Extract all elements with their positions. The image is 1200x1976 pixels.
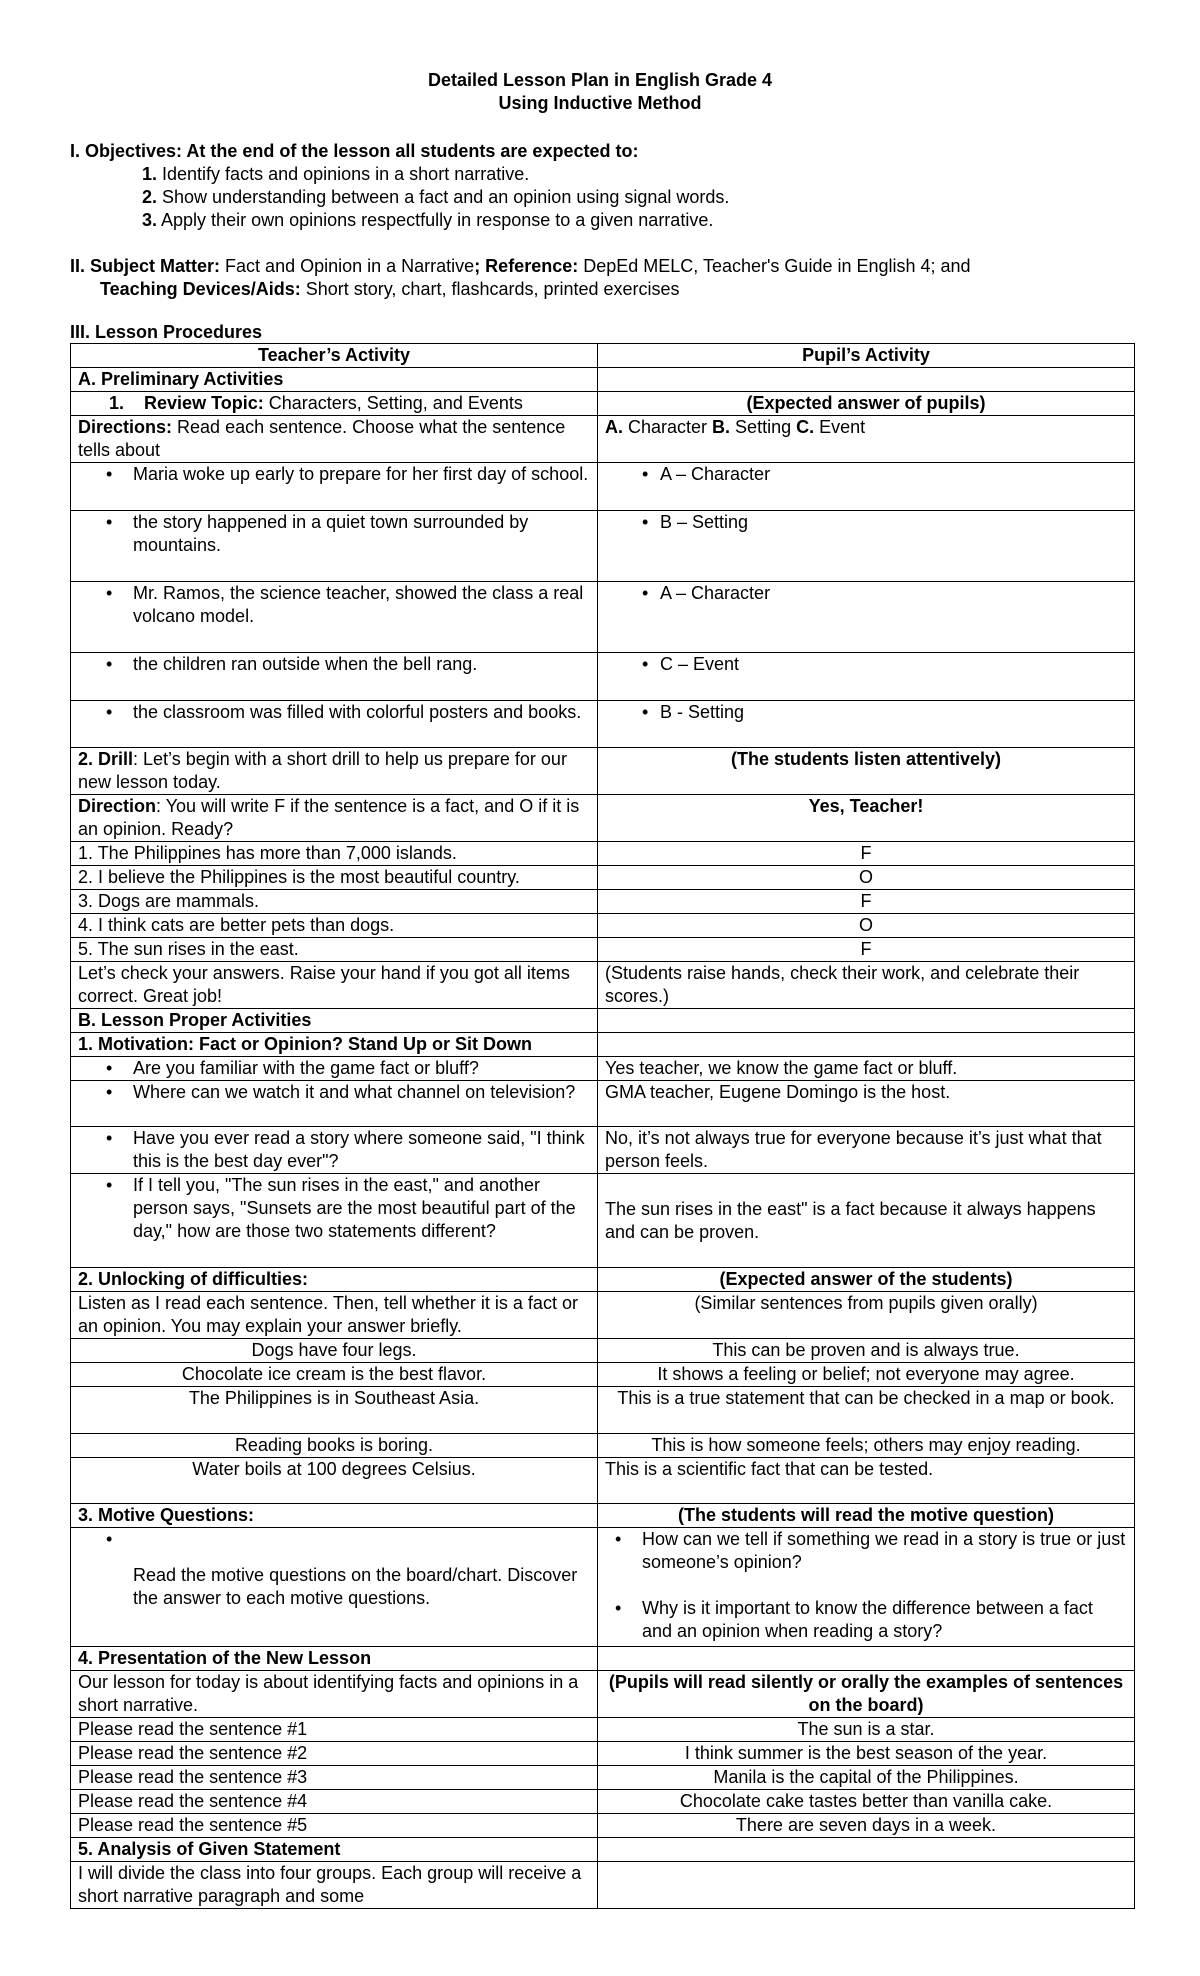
drill-direction-pupil: Yes, Teacher! [598,795,1135,842]
table-row [71,1790,1135,1814]
unlocking-sentence: Dogs have four legs. [71,1339,598,1363]
table-row [71,1387,1135,1434]
unlocking-explanation: This can be proven and is always true. [598,1339,1135,1363]
table-row [71,416,1135,463]
table-row [71,1127,1135,1174]
analysis-heading: 5. Analysis of Given Statement [71,1838,598,1862]
table-row [71,890,1135,914]
motivation-answer: No, it’s not always true for everyone because it’s just what that person feels. [598,1127,1135,1174]
table-row [71,463,1135,511]
review-answer: • B – Setting [598,511,1135,582]
drill-answer: F [598,938,1135,962]
table-row [71,1363,1135,1387]
teacher-activity-header: Teacher’s Activity [71,344,598,368]
procedures-heading: III. Lesson Procedures [70,322,263,342]
preliminary-heading: A. Preliminary Activities [71,368,598,392]
presentation-prompt: Please read the sentence #5 [71,1814,598,1838]
drill-question: 5. The sun rises in the east. [71,938,598,962]
table-row [71,1292,1135,1339]
table-row [71,1339,1135,1363]
motive-pupil-label: (The students will read the motive question) [598,1504,1135,1528]
table-row [71,795,1135,842]
presentation-prompt: Please read the sentence #3 [71,1766,598,1790]
document-title [0,69,1200,115]
check-pupil: (Students raise hands, check their work, and celebrate their scores.) [598,962,1135,1009]
review-topic: 1. Review Topic: Characters, Setting, and Events [71,392,598,416]
drill-question: 4. I think cats are better pets than dogs. [71,914,598,938]
motivation-question: • Have you ever read a story where someone said, "I think this is the best day ever"? [71,1127,598,1174]
table-row [71,1528,1135,1647]
table-row [71,1766,1135,1790]
table-row [71,1504,1135,1528]
table-row [71,748,1135,795]
motive-question: • Why is it important to know the difference between a fact and an opinion when reading a story? [605,1597,1127,1643]
motivation-question: • Where can we watch it and what channel on television? [71,1081,598,1127]
table-row [71,1081,1135,1127]
drill-question: 3. Dogs are mammals. [71,890,598,914]
table-row [71,1033,1135,1057]
table-row [71,511,1135,582]
presentation-heading: 4. Presentation of the New Lesson [71,1647,598,1671]
table-header-row [71,344,1135,368]
table-row [71,1718,1135,1742]
drill-answer: O [598,866,1135,890]
drill-answer: O [598,914,1135,938]
pupil-activity-header: Pupil’s Activity [598,344,1135,368]
table-row [71,653,1135,701]
unlocking-sentence: Water boils at 100 degrees Celsius. [71,1458,598,1504]
choices: A. Character B. Setting C. Event [598,416,1135,463]
table-row [71,1057,1135,1081]
subject-matter: II. Subject Matter: Fact and Opinion in a Narrative; Reference: DepEd MELC, Teacher's Guide in English 4; and [70,256,971,276]
table-row [71,914,1135,938]
table-row [71,962,1135,1009]
unlocking-sentence: The Philippines is in Southeast Asia. [71,1387,598,1434]
presentation-sentence: Manila is the capital of the Philippines. [598,1766,1135,1790]
review-question: • the children ran outside when the bell rang. [71,653,598,701]
presentation-prompt: Please read the sentence #1 [71,1718,598,1742]
title-line-1: Detailed Lesson Plan in English Grade 4 [427,70,773,90]
unlocking-instructions: Listen as I read each sentence. Then, tell whether it is a fact or an opinion. You may explain your answer briefly. [71,1292,598,1339]
presentation-sentence: Chocolate cake tastes better than vanilla cake. [598,1790,1135,1814]
motive-heading: 3. Motive Questions: [71,1504,598,1528]
table-row [71,1458,1135,1504]
motive-question: • How can we tell if something we read in a story is true or just someone’s opinion? [605,1528,1127,1574]
drill: 2. Drill: Let’s begin with a short drill to help us prepare for our new lesson today. [71,748,598,795]
unlocking-pupil-note: (Similar sentences from pupils given orally) [598,1292,1135,1339]
table-row [71,1742,1135,1766]
teaching-devices: Teaching Devices/Aids: Short story, chart, flashcards, printed exercises [100,279,680,299]
review-answer: • B - Setting [598,701,1135,748]
presentation-sentence: The sun is a star. [598,1718,1135,1742]
check-answers: Let’s check your answers. Raise your hand if you got all items correct. Great job! [71,962,598,1009]
table-row [71,701,1135,748]
review-question: • Maria woke up early to prepare for her first day of school. [71,463,598,511]
table-row [71,1647,1135,1671]
drill-answer: F [598,842,1135,866]
drill-answer: F [598,890,1135,914]
review-answer: • C – Event [598,653,1135,701]
unlocking-heading: 2. Unlocking of difficulties: [71,1268,598,1292]
review-question: • the story happened in a quiet town surrounded by mountains. [71,511,598,582]
presentation-pupil-label: (Pupils will read silently or orally the examples of sentences on the board) [598,1671,1135,1718]
table-row [71,1268,1135,1292]
unlocking-explanation: This is a scientific fact that can be tested. [598,1458,1135,1504]
motivation-answer: Yes teacher, we know the game fact or bluff. [598,1057,1135,1081]
table-row [71,866,1135,890]
unlocking-pupil-label: (Expected answer of the students) [598,1268,1135,1292]
unlocking-sentence: Reading books is boring. [71,1434,598,1458]
table-row [71,1862,1135,1909]
objective-3: 3. Apply their own opinions respectfully in response to a given narrative. [142,210,714,230]
table-row [71,1671,1135,1718]
motivation-question: • Are you familiar with the game fact or bluff? [71,1057,598,1081]
motivation-question: • If I tell you, "The sun rises in the east," and another person says, "Sunsets are the most beautiful part of the day," how are those two statements different? [71,1174,598,1268]
motive-instructions: • Read the motive questions on the board/chart. Discover the answer to each motive questions. [71,1528,598,1647]
presentation-sentence: There are seven days in a week. [598,1814,1135,1838]
review-question: • Mr. Ramos, the science teacher, showed the class a real volcano model. [71,582,598,653]
drill-pupil: (The students listen attentively) [598,748,1135,795]
motivation-answer: The sun rises in the east" is a fact because it always happens and can be proven. [598,1174,1135,1268]
table-row [71,1434,1135,1458]
drill-direction: Direction: You will write F if the sentence is a fact, and O if it is an opinion. Ready? [71,795,598,842]
table-row [71,1814,1135,1838]
directions: Directions: Read each sentence. Choose what the sentence tells about [71,416,598,463]
review-answer: • A – Character [598,463,1135,511]
motivation-answer: GMA teacher, Eugene Domingo is the host. [598,1081,1135,1127]
title-line-2: Using Inductive Method [498,93,702,113]
objective-1: 1. Identify facts and opinions in a short narrative. [142,164,530,184]
table-row [71,392,1135,416]
presentation-intro: Our lesson for today is about identifying facts and opinions in a short narrative. [71,1671,598,1718]
presentation-prompt: Please read the sentence #2 [71,1742,598,1766]
table-row [71,1009,1135,1033]
analysis-instructions: I will divide the class into four groups. Each group will receive a short narrative paragraph and some [71,1862,598,1909]
expected-answer-label: (Expected answer of pupils) [598,392,1135,416]
objectives-heading: I. Objectives: At the end of the lesson all students are expected to: [70,141,639,161]
motive-questions [598,1528,1135,1647]
objective-2: 2. Show understanding between a fact and an opinion using signal words. [142,187,730,207]
lesson-procedures-table [70,343,1135,1909]
unlocking-explanation: This is a true statement that can be checked in a map or book. [598,1387,1135,1434]
review-question: • the classroom was filled with colorful posters and books. [71,701,598,748]
unlocking-explanation: This is how someone feels; others may enjoy reading. [598,1434,1135,1458]
table-row [71,1174,1135,1268]
unlocking-explanation: It shows a feeling or belief; not everyone may agree. [598,1363,1135,1387]
lesson-proper-heading: B. Lesson Proper Activities [71,1009,598,1033]
table-row [71,842,1135,866]
unlocking-sentence: Chocolate ice cream is the best flavor. [71,1363,598,1387]
table-row [71,938,1135,962]
table-row [71,1838,1135,1862]
motivation-heading: 1. Motivation: Fact or Opinion? Stand Up or Sit Down [71,1033,598,1057]
review-answer: • A – Character [598,582,1135,653]
presentation-prompt: Please read the sentence #4 [71,1790,598,1814]
presentation-sentence: I think summer is the best season of the year. [598,1742,1135,1766]
drill-question: 1. The Philippines has more than 7,000 islands. [71,842,598,866]
table-row [71,582,1135,653]
drill-question: 2. I believe the Philippines is the most beautiful country. [71,866,598,890]
table-row [71,368,1135,392]
